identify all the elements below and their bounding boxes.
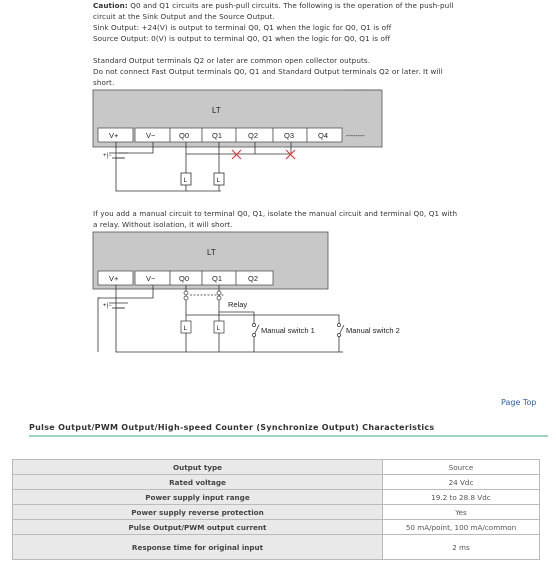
section-title: Pulse Output/PWM Output/High-speed Counter (Synchronize Output) Characteristics (29, 423, 435, 432)
table-row (13, 520, 540, 535)
terminal-label-vminus: V− (146, 274, 156, 283)
terminal-label-q4: Q4 (318, 131, 329, 140)
supply-polarity-mark: +|− (103, 303, 112, 309)
spec-value: 50 mA/point, 100 mA/common (383, 520, 540, 535)
terminal-label-q1: Q1 (212, 274, 223, 283)
push-pull-wiring-diagram (0, 0, 556, 200)
intro-line-3: Sink Output: +24(V) is output to terminal Q0, Q1 when the logic for Q0, Q1 is off (93, 23, 392, 32)
note2-line-1: If you add a manual circuit to terminal Q0, Q1, isolate the manual circuit and terminal Q0, Q1 with (93, 209, 458, 218)
load-label: L (216, 325, 221, 332)
intro-line-4: Source Output: 0(V) is output to terminal Q0, Q1 when the logic for Q0, Q1 is off (93, 34, 391, 43)
table-row (13, 490, 540, 505)
spec-value: Source (383, 460, 540, 475)
terminal-label-vplus: V+ (109, 131, 119, 140)
manual-switch-2-label: Manual switch 2 (346, 326, 400, 335)
manual-switch-1-label: Manual switch 1 (261, 326, 315, 335)
spec-key: Pulse Output/PWM output current (13, 520, 383, 535)
spec-value: 24 Vdc (383, 475, 540, 490)
relay-contact (217, 291, 221, 295)
section-divider (29, 435, 548, 437)
spec-key: Power supply reverse protection (13, 505, 383, 520)
table-row (13, 460, 540, 475)
note1-line-3: short. (93, 78, 115, 87)
spec-key: Response time for original input (13, 535, 383, 560)
terminal-label-q2: Q2 (248, 274, 259, 283)
note2-line-2: a relay. Without isolation, it will short. (93, 220, 233, 229)
terminal-label-q3: Q3 (284, 131, 295, 140)
note1-line-2: Do not connect Fast Output terminals Q0, Q1 and Standard Output terminals Q2 or later. It will (93, 67, 443, 76)
note1-line-1: Standard Output terminals Q2 or later are common open collector outputs. (93, 56, 371, 65)
terminal-label-q0: Q0 (179, 274, 190, 283)
load-label: L (183, 325, 188, 332)
switch-terminal (252, 323, 255, 326)
spec-key: Power supply input range (13, 490, 383, 505)
load-label: L (183, 177, 188, 184)
relay-contact (184, 296, 188, 300)
supply-polarity-mark: +|− (103, 153, 112, 159)
table-row (13, 505, 540, 520)
spec-value: 19.2 to 28.8 Vdc (383, 490, 540, 505)
spec-value: Yes (383, 505, 540, 520)
terminal-label-q1: Q1 (212, 131, 223, 140)
spec-key: Output type (13, 460, 383, 475)
intro-line-2: circuit at the Sink Output and the Source Output. (93, 12, 275, 21)
relay-contact (184, 291, 188, 295)
terminal-label-vminus: V− (146, 131, 156, 140)
switch-terminal (337, 323, 340, 326)
load-label: L (216, 177, 221, 184)
relay-contact (217, 296, 221, 300)
lt-title: LT (212, 106, 221, 115)
relay-isolation-diagram (0, 225, 556, 360)
table-row (13, 475, 540, 490)
table-row (13, 535, 540, 560)
caution-text: Q0 and Q1 circuits are push-pull circuits. The following is the operation of the push-pull (127, 1, 454, 10)
terminal-continuation-dots: -------- (346, 133, 365, 140)
terminal-label-vplus: V+ (109, 274, 119, 283)
spec-value: 2 ms (383, 535, 540, 560)
switch-terminal (337, 333, 340, 336)
page-top-link[interactable]: Page Top (501, 398, 537, 407)
switch-terminal (252, 333, 255, 336)
terminal-label-q0: Q0 (179, 131, 190, 140)
spec-table (12, 459, 540, 560)
spec-key: Rated voltage (13, 475, 383, 490)
terminal-label-q2: Q2 (248, 131, 259, 140)
lt-title: LT (207, 248, 216, 257)
relay-label: Relay (228, 300, 248, 309)
caution-label: Caution: (93, 1, 128, 10)
